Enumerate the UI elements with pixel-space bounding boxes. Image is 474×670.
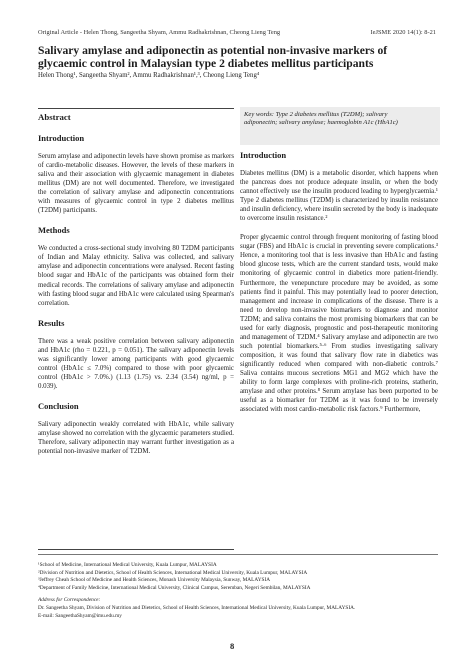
abstract-conclusion-heading: Conclusion xyxy=(38,400,79,411)
introduction-paragraph-2: Proper glycaemic control through frequent monitoring of fasting blood sugar (FBS) and HbA1c is crucial in preventing severe complications.³ Hence, a monitoring tool that is less invasive than HbA1c and fasting blood glucose tests, which are the current standard tests, would make monitoring of glycaemic control in diabetics more patient-friendly. Furthermore, the venepuncture procedure may be avoided, as some patients find it painful. This may potentially lead to poorer detection, management and increase in complications of the disease. There is a need to develop non-invasive biomarkers to diagnose and monitor T2DM; and saliva contains the most promising biomarkers that can be used for early diagnosis, prognostic and post-therapeutic monitoring and management of T2DM.⁴ Salivary amylase and adiponectin are two such potential biomarkers.⁵·⁶ From studies investigating salivary composition, it was found that salivary flow rate in diabetics was significantly reduced when compared with non-diabetic controls.⁷ Saliva contains mucous secretions MG1 and MG2 which have the ability to form large complexes with proline-rich proteins, statherin, amylase and other proteins.⁸ Serum amylase has been purported to be useful as a biomarker for T2DM as it was found to be inversely associated with most cardio-metabolic risk factors.⁹ Furthermore, xyxy=(240,234,438,414)
running-header-authors: Original Article - Helen Thong, Sangeetha Shyam, Ammu Radhakrishnan, Cheong Lieng Teng xyxy=(38,29,281,36)
page-number: 8 xyxy=(230,641,235,651)
correspondence-heading: Address for Correspondence: xyxy=(38,597,101,604)
introduction-heading: Introduction xyxy=(240,150,287,160)
affiliation-1: ¹School of Medicine, International Medical University, Kuala Lumpur, MALAYSIA xyxy=(38,562,217,568)
running-header xyxy=(38,29,436,36)
abstract-intro-heading: Introduction xyxy=(38,133,85,143)
abstract-methods-text: We conducted a cross-sectional study involving 80 T2DM participants of Indian and Malay ethnicity. Saliva was collected, and salivary amylase and adiponectin concentrations were analysed. Recent fasting blood sugar and HbA1c of the participants was obtained form their medical records. The correlations of salivary amylase and adiponectin with fasting blood sugar and HbA1c were calculated using Spearman's correlation. xyxy=(38,245,235,307)
abstract-conclusion-text: Salivary adiponectin weakly correlated with HbA1c, while salivary amylase showed no correlation with the glycaemic parameters studied. Therefore, salivary adiponectin may warrant further investigation as a potential non-invasive marker of T2DM. xyxy=(38,420,234,456)
abstract-intro-text: Serum amylase and adiponectin levels have shown promise as markers of cardio-metabolic diseases. However, the levels of these markers in saliva and their association with glycaemic management in diabetes mellitus (DM) are not well documented. Therefore, we investigated the correlation of salivary amylase and adiponectin concentrations with measures of glycaemic control in type 2 diabetes mellitus (T2DM) participants. xyxy=(38,153,235,215)
abstract-heading: Abstract xyxy=(38,112,71,122)
correspondence-address: Dr. Sangeetha Shyam, Division of Nutrition and Dietetics, School of Health Sciences, International Medical University, Kuala Lumpur, MALAYSIA. xyxy=(38,604,356,611)
introduction-column xyxy=(240,150,438,414)
abstract-top-rule xyxy=(38,108,234,109)
footnote-separator xyxy=(38,554,438,555)
footnotes xyxy=(38,562,438,620)
abstract-results-heading: Results xyxy=(38,317,65,328)
introduction-paragraph-1: Diabetes mellitus (DM) is a metabolic disorder, which happens when the pancreas does not produce adequate insulin, or when the body cannot effectively use the insulin produced leading to hyperglycaemia.¹ Type 2 diabetes mellitus (T2DM) is characterized by insulin resistance and insulin deficiency, where insulin secreted by the body is inadequate to overcome insulin resistance.² xyxy=(240,170,439,223)
abstract-results-text: There was a weak positive correlation between salivary adiponectin and HbA1c (rho = 0.221, p = 0.051). The salivary adiponectin levels was significantly lower among participants with good glycaemic control (HbA1c ≤ 7.0%) compared to those with poor glycaemic control (HbA1c > 7.0%.) (1.13 (1.75) vs. 2.34 (3.54) ng/ml, p = 0.039). xyxy=(38,337,234,390)
abstract-column xyxy=(38,112,234,456)
affiliation-4: ⁴Department of Family Medicine, International Medical University, Clinical Campus, Seremban, Negeri Sembilan, MALAYSIA xyxy=(38,584,311,591)
article-title: Salivary amylase and adiponectin as potential non-invasive markers of glycaemic control in Malaysian type 2 diabetes mellitus participants xyxy=(38,44,388,70)
author-list: Helen Thong¹, Sangeetha Shyam², Ammu Radhakrishnan¹,³, Cheong Lieng Teng⁴ xyxy=(38,72,260,79)
abstract-methods-heading: Methods xyxy=(38,225,70,236)
correspondence-email: E-mail: SangeethaShyam@imu.edu.my xyxy=(38,612,122,619)
affiliation-2: ²Division of Nutrition and Dietetics, School of Health Sciences, International Medical University, Kuala Lumpur, MALAYSIA xyxy=(38,569,308,576)
keywords-text: Key words: Type 2 diabetes mellitus (T2DM); salivary adiponectin; salivary amylase; haemoglobin A1c (HbA1c) xyxy=(244,111,398,127)
abstract-bottom-rule xyxy=(38,549,234,550)
running-header-journal: IeJSME 2020 14(1): 8-21 xyxy=(370,29,436,36)
affiliation-3: ³Jeffrey Cheah School of Medicine and Health Sciences, Monash University Malaysia, Sunway, MALAYSIA xyxy=(38,577,271,584)
